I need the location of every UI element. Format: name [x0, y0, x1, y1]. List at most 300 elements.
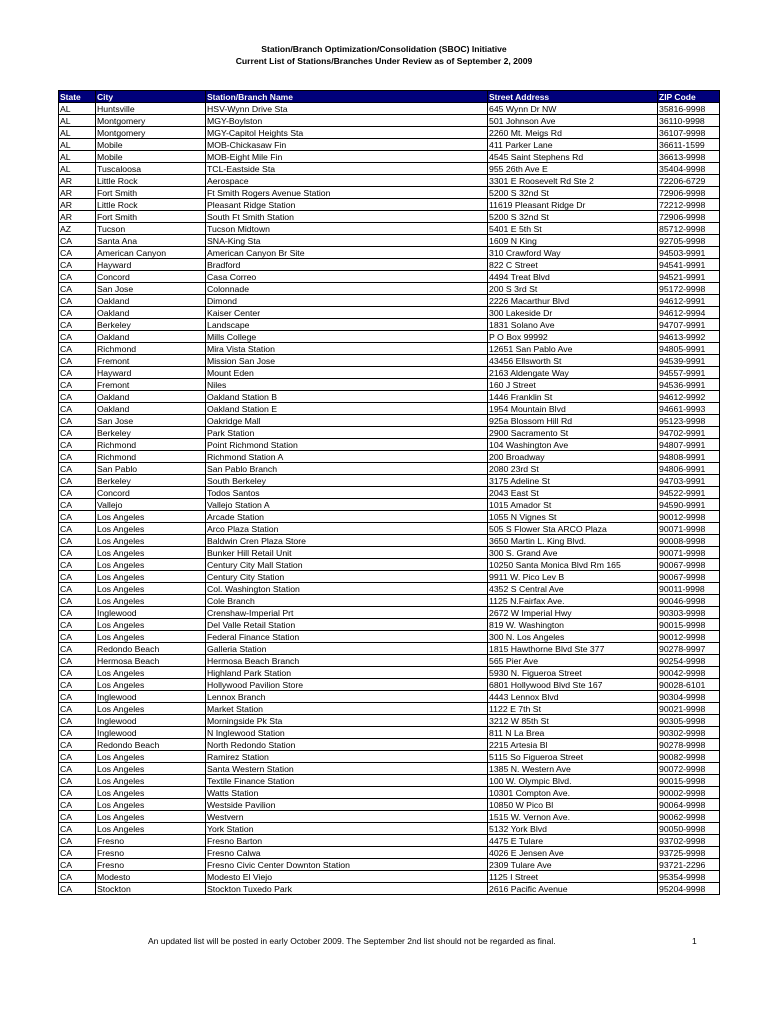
cell-street-address: 1015 Amador St	[488, 499, 658, 511]
cell-state: CA	[59, 319, 96, 331]
cell-state: CA	[59, 415, 96, 427]
cell-city: Tucson	[96, 223, 206, 235]
cell-city: Los Angeles	[96, 775, 206, 787]
document-title: Station/Branch Optimization/Consolidation (SBOC) Initiative	[261, 44, 507, 54]
cell-street-address: 2616 Pacific Avenue	[488, 883, 658, 895]
cell-zip-code: 94541-9991	[658, 259, 720, 271]
cell-state: CA	[59, 451, 96, 463]
cell-station-name: Market Station	[206, 703, 488, 715]
cell-city: Santa Ana	[96, 235, 206, 247]
cell-zip-code: 90304-9998	[658, 691, 720, 703]
cell-station-name: Stockton Tuxedo Park	[206, 883, 488, 895]
cell-city: Oakland	[96, 331, 206, 343]
page-number: 1	[692, 936, 697, 946]
cell-station-name: Ft Smith Rogers Avenue Station	[206, 187, 488, 199]
cell-street-address: 1815 Hawthorne Blvd Ste 377	[488, 643, 658, 655]
cell-city: Inglewood	[96, 727, 206, 739]
cell-station-name: Westvern	[206, 811, 488, 823]
cell-zip-code: 90067-9998	[658, 571, 720, 583]
header-state: State	[59, 91, 96, 103]
cell-station-name: South Berkeley	[206, 475, 488, 487]
cell-state: CA	[59, 499, 96, 511]
cell-state: AR	[59, 211, 96, 223]
cell-street-address: 1125 I Street	[488, 871, 658, 883]
cell-state: CA	[59, 643, 96, 655]
cell-state: CA	[59, 355, 96, 367]
cell-city: Fresno	[96, 847, 206, 859]
cell-street-address: 3175 Adeline St	[488, 475, 658, 487]
table-row	[59, 439, 720, 451]
cell-station-name: Hollywood Pavilion Store	[206, 679, 488, 691]
cell-station-name: Point Richmond Station	[206, 439, 488, 451]
table-row	[59, 367, 720, 379]
cell-zip-code: 90278-9997	[658, 643, 720, 655]
table-row	[59, 679, 720, 691]
cell-station-name: Galleria Station	[206, 643, 488, 655]
cell-station-name: Todos Santos	[206, 487, 488, 499]
cell-state: CA	[59, 307, 96, 319]
table-row	[59, 823, 720, 835]
cell-city: Vallejo	[96, 499, 206, 511]
table-row	[59, 751, 720, 763]
cell-station-name: York Station	[206, 823, 488, 835]
cell-state: CA	[59, 571, 96, 583]
cell-street-address: 2260 Mt. Meigs Rd	[488, 127, 658, 139]
cell-street-address: P O Box 99992	[488, 331, 658, 343]
cell-state: CA	[59, 523, 96, 535]
cell-station-name: Watts Station	[206, 787, 488, 799]
cell-city: San Pablo	[96, 463, 206, 475]
cell-zip-code: 94612-9991	[658, 295, 720, 307]
cell-zip-code: 94521-9991	[658, 271, 720, 283]
cell-street-address: 200 Broadway	[488, 451, 658, 463]
table-row	[59, 343, 720, 355]
cell-city: Huntsville	[96, 103, 206, 115]
cell-state: CA	[59, 751, 96, 763]
cell-station-name: Fresno Civic Center Downton Station	[206, 859, 488, 871]
cell-station-name: Modesto El Viejo	[206, 871, 488, 883]
cell-street-address: 3301 E Roosevelt Rd Ste 2	[488, 175, 658, 187]
cell-street-address: 300 S. Grand Ave	[488, 547, 658, 559]
cell-station-name: MGY-Capitol Heights Sta	[206, 127, 488, 139]
cell-street-address: 5930 N. Figueroa Street	[488, 667, 658, 679]
table-row	[59, 655, 720, 667]
cell-zip-code: 93702-9998	[658, 835, 720, 847]
cell-state: CA	[59, 763, 96, 775]
cell-state: CA	[59, 691, 96, 703]
cell-state: CA	[59, 511, 96, 523]
cell-city: Stockton	[96, 883, 206, 895]
table-row	[59, 475, 720, 487]
cell-street-address: 505 S Flower Sta ARCO Plaza	[488, 523, 658, 535]
cell-street-address: 4443 Lennox Blvd	[488, 691, 658, 703]
cell-zip-code: 94590-9991	[658, 499, 720, 511]
cell-street-address: 300 Lakeside Dr	[488, 307, 658, 319]
cell-state: CA	[59, 439, 96, 451]
table-row	[59, 511, 720, 523]
cell-state: CA	[59, 703, 96, 715]
cell-state: CA	[59, 463, 96, 475]
cell-city: Los Angeles	[96, 667, 206, 679]
table-header-row	[59, 91, 720, 103]
cell-station-name: Casa Correo	[206, 271, 488, 283]
cell-city: Hayward	[96, 367, 206, 379]
table-row	[59, 271, 720, 283]
cell-station-name: Kaiser Center	[206, 307, 488, 319]
cell-state: CA	[59, 823, 96, 835]
cell-city: Hayward	[96, 259, 206, 271]
table-row	[59, 463, 720, 475]
cell-station-name: SNA-King Sta	[206, 235, 488, 247]
cell-city: Los Angeles	[96, 679, 206, 691]
cell-zip-code: 90042-9998	[658, 667, 720, 679]
cell-station-name: Oakland Station B	[206, 391, 488, 403]
cell-zip-code: 94557-9991	[658, 367, 720, 379]
cell-city: Fresno	[96, 859, 206, 871]
cell-zip-code: 36107-9998	[658, 127, 720, 139]
cell-street-address: 4545 Saint Stephens Rd	[488, 151, 658, 163]
table-row	[59, 163, 720, 175]
cell-street-address: 5115 So Figueroa Street	[488, 751, 658, 763]
cell-station-name: Tucson Midtown	[206, 223, 488, 235]
cell-zip-code: 90067-9998	[658, 559, 720, 571]
cell-station-name: Arcade Station	[206, 511, 488, 523]
cell-street-address: 12651 San Pablo Ave	[488, 343, 658, 355]
table-row	[59, 547, 720, 559]
cell-street-address: 4352 S Central Ave	[488, 583, 658, 595]
table-row	[59, 847, 720, 859]
cell-street-address: 10850 W Pico Bl	[488, 799, 658, 811]
cell-street-address: 10250 Santa Monica Blvd Rm 165	[488, 559, 658, 571]
cell-zip-code: 95123-9998	[658, 415, 720, 427]
cell-state: CA	[59, 787, 96, 799]
cell-city: Los Angeles	[96, 571, 206, 583]
cell-street-address: 2672 W Imperial Hwy	[488, 607, 658, 619]
header-zip-code: ZIP Code	[658, 91, 720, 103]
cell-station-name: N Inglewood Station	[206, 727, 488, 739]
table-row	[59, 883, 720, 895]
header-street-address: Street Address	[488, 91, 658, 103]
cell-state: CA	[59, 487, 96, 499]
cell-city: Oakland	[96, 391, 206, 403]
cell-zip-code: 94612-9992	[658, 391, 720, 403]
footer-note: An updated list will be posted in early October 2009. The September 2nd list should not be regarded as final.	[148, 936, 556, 946]
cell-city: Oakland	[96, 403, 206, 415]
cell-street-address: 9911 W. Pico Lev B	[488, 571, 658, 583]
cell-street-address: 5401 E 5th St	[488, 223, 658, 235]
cell-zip-code: 90021-9998	[658, 703, 720, 715]
cell-city: Los Angeles	[96, 787, 206, 799]
cell-street-address: 160 J Street	[488, 379, 658, 391]
cell-street-address: 955 26th Ave E	[488, 163, 658, 175]
table-row	[59, 715, 720, 727]
table-row	[59, 247, 720, 259]
cell-zip-code: 90303-9998	[658, 607, 720, 619]
cell-city: Los Angeles	[96, 763, 206, 775]
cell-zip-code: 92705-9998	[658, 235, 720, 247]
table-row	[59, 535, 720, 547]
cell-city: Little Rock	[96, 199, 206, 211]
cell-street-address: 1609 N King	[488, 235, 658, 247]
cell-street-address: 2309 Tulare Ave	[488, 859, 658, 871]
cell-state: CA	[59, 859, 96, 871]
table-row	[59, 223, 720, 235]
cell-state: CA	[59, 379, 96, 391]
cell-state: CA	[59, 547, 96, 559]
cell-zip-code: 90008-9998	[658, 535, 720, 547]
cell-state: CA	[59, 583, 96, 595]
cell-zip-code: 90254-9998	[658, 655, 720, 667]
table-row	[59, 499, 720, 511]
cell-station-name: Morningside Pk Sta	[206, 715, 488, 727]
cell-street-address: 3650 Martin L. King Blvd.	[488, 535, 658, 547]
table-row	[59, 835, 720, 847]
cell-street-address: 645 Wynn Dr NW	[488, 103, 658, 115]
cell-station-name: San Pablo Branch	[206, 463, 488, 475]
document-subtitle: Current List of Stations/Branches Under Review as of September 2, 2009	[235, 56, 533, 66]
cell-street-address: 822 C Street	[488, 259, 658, 271]
cell-state: AR	[59, 187, 96, 199]
cell-zip-code: 94522-9991	[658, 487, 720, 499]
cell-street-address: 4494 Treat Blvd	[488, 271, 658, 283]
cell-zip-code: 94661-9993	[658, 403, 720, 415]
cell-station-name: Westside Pavilion	[206, 799, 488, 811]
cell-station-name: Santa Western Station	[206, 763, 488, 775]
cell-state: CA	[59, 283, 96, 295]
cell-city: Fort Smith	[96, 187, 206, 199]
cell-zip-code: 90015-9998	[658, 775, 720, 787]
cell-state: CA	[59, 631, 96, 643]
cell-state: AL	[59, 139, 96, 151]
cell-station-name: Federal Finance Station	[206, 631, 488, 643]
cell-station-name: Oakridge Mall	[206, 415, 488, 427]
cell-city: Los Angeles	[96, 547, 206, 559]
cell-zip-code: 90012-9998	[658, 631, 720, 643]
cell-city: Hermosa Beach	[96, 655, 206, 667]
cell-state: CA	[59, 295, 96, 307]
table-row	[59, 319, 720, 331]
cell-station-name: Colonnade	[206, 283, 488, 295]
cell-street-address: 501 Johnson Ave	[488, 115, 658, 127]
cell-state: CA	[59, 679, 96, 691]
cell-street-address: 1125 N.Fairfax Ave.	[488, 595, 658, 607]
table-row	[59, 211, 720, 223]
cell-station-name: Oakland Station E	[206, 403, 488, 415]
table-row	[59, 115, 720, 127]
table-row	[59, 571, 720, 583]
table-row	[59, 355, 720, 367]
header-station-name: Station/Branch Name	[206, 91, 488, 103]
cell-state: CA	[59, 391, 96, 403]
cell-city: Fort Smith	[96, 211, 206, 223]
cell-state: CA	[59, 535, 96, 547]
cell-city: Los Angeles	[96, 523, 206, 535]
cell-zip-code: 90011-9998	[658, 583, 720, 595]
cell-state: CA	[59, 883, 96, 895]
cell-state: CA	[59, 259, 96, 271]
cell-street-address: 2080 23rd St	[488, 463, 658, 475]
cell-city: San Jose	[96, 283, 206, 295]
cell-street-address: 1515 W. Vernon Ave.	[488, 811, 658, 823]
cell-city: Oakland	[96, 307, 206, 319]
cell-city: Mobile	[96, 151, 206, 163]
cell-city: Inglewood	[96, 607, 206, 619]
table-row	[59, 619, 720, 631]
cell-city: Berkeley	[96, 427, 206, 439]
table-row	[59, 451, 720, 463]
cell-zip-code: 36110-9998	[658, 115, 720, 127]
cell-state: CA	[59, 715, 96, 727]
cell-street-address: 5132 York Blvd	[488, 823, 658, 835]
cell-state: CA	[59, 475, 96, 487]
cell-zip-code: 95172-9998	[658, 283, 720, 295]
table-row	[59, 775, 720, 787]
cell-city: Los Angeles	[96, 631, 206, 643]
table-row	[59, 391, 720, 403]
cell-zip-code: 94613-9992	[658, 331, 720, 343]
table-row	[59, 259, 720, 271]
cell-state: CA	[59, 811, 96, 823]
cell-station-name: Crenshaw-Imperial Prt	[206, 607, 488, 619]
cell-station-name: American Canyon Br Site	[206, 247, 488, 259]
cell-street-address: 565 Pier Ave	[488, 655, 658, 667]
cell-street-address: 3212 W 85th St	[488, 715, 658, 727]
cell-zip-code: 94503-9991	[658, 247, 720, 259]
table-row	[59, 127, 720, 139]
table-row	[59, 103, 720, 115]
cell-zip-code: 90012-9998	[658, 511, 720, 523]
cell-zip-code: 94702-9991	[658, 427, 720, 439]
cell-zip-code: 94805-9991	[658, 343, 720, 355]
cell-zip-code: 94807-9991	[658, 439, 720, 451]
table-row	[59, 331, 720, 343]
cell-zip-code: 94612-9994	[658, 307, 720, 319]
cell-zip-code: 35404-9998	[658, 163, 720, 175]
cell-zip-code: 94539-9991	[658, 355, 720, 367]
cell-station-name: Fresno Barton	[206, 835, 488, 847]
cell-street-address: 811 N La Brea	[488, 727, 658, 739]
cell-station-name: Baldwin Cren Plaza Store	[206, 535, 488, 547]
cell-station-name: Mission San Jose	[206, 355, 488, 367]
cell-station-name: Highland Park Station	[206, 667, 488, 679]
cell-zip-code: 90071-9998	[658, 547, 720, 559]
cell-station-name: Richmond Station A	[206, 451, 488, 463]
cell-zip-code: 36613-9998	[658, 151, 720, 163]
cell-street-address: 4475 E Tulare	[488, 835, 658, 847]
cell-city: Modesto	[96, 871, 206, 883]
cell-state: CA	[59, 667, 96, 679]
table-body	[59, 103, 720, 895]
cell-state: AL	[59, 127, 96, 139]
cell-station-name: Hermosa Beach Branch	[206, 655, 488, 667]
cell-station-name: Fresno Calwa	[206, 847, 488, 859]
cell-city: Berkeley	[96, 319, 206, 331]
cell-station-name: Mira Vista Station	[206, 343, 488, 355]
cell-station-name: Dimond	[206, 295, 488, 307]
cell-state: CA	[59, 847, 96, 859]
cell-street-address: 925a Blossom Hill Rd	[488, 415, 658, 427]
cell-station-name: Pleasant Ridge Station	[206, 199, 488, 211]
cell-city: Los Angeles	[96, 583, 206, 595]
cell-state: AZ	[59, 223, 96, 235]
cell-zip-code: 94536-9991	[658, 379, 720, 391]
cell-city: Redondo Beach	[96, 739, 206, 751]
cell-street-address: 11619 Pleasant Ridge Dr	[488, 199, 658, 211]
table-row	[59, 583, 720, 595]
cell-state: CA	[59, 727, 96, 739]
cell-city: Redondo Beach	[96, 643, 206, 655]
cell-state: CA	[59, 619, 96, 631]
cell-city: Fremont	[96, 379, 206, 391]
cell-city: Fresno	[96, 835, 206, 847]
cell-zip-code: 36611-1599	[658, 139, 720, 151]
table-row	[59, 787, 720, 799]
cell-state: CA	[59, 247, 96, 259]
cell-street-address: 1122 E 7th St	[488, 703, 658, 715]
cell-city: Los Angeles	[96, 619, 206, 631]
table-row	[59, 295, 720, 307]
cell-state: AL	[59, 163, 96, 175]
cell-zip-code: 90015-9998	[658, 619, 720, 631]
table-row	[59, 595, 720, 607]
cell-station-name: MGY-Boylston	[206, 115, 488, 127]
cell-zip-code: 90305-9998	[658, 715, 720, 727]
cell-zip-code: 90072-9998	[658, 763, 720, 775]
cell-station-name: Vallejo Station A	[206, 499, 488, 511]
cell-street-address: 43456 Ellsworth St	[488, 355, 658, 367]
cell-street-address: 819 W. Washington	[488, 619, 658, 631]
cell-city: Los Angeles	[96, 535, 206, 547]
cell-state: CA	[59, 271, 96, 283]
cell-street-address: 10301 Compton Ave.	[488, 787, 658, 799]
cell-state: CA	[59, 595, 96, 607]
cell-zip-code: 90002-9998	[658, 787, 720, 799]
cell-street-address: 104 Washington Ave	[488, 439, 658, 451]
table-row	[59, 523, 720, 535]
table-row	[59, 631, 720, 643]
table-row	[59, 283, 720, 295]
table-row	[59, 187, 720, 199]
cell-street-address: 310 Crawford Way	[488, 247, 658, 259]
cell-city: Little Rock	[96, 175, 206, 187]
cell-station-name: Park Station	[206, 427, 488, 439]
table-row	[59, 175, 720, 187]
cell-city: Richmond	[96, 451, 206, 463]
cell-street-address: 5200 S 32nd St	[488, 187, 658, 199]
cell-state: CA	[59, 835, 96, 847]
cell-station-name: Aerospace	[206, 175, 488, 187]
cell-city: Los Angeles	[96, 799, 206, 811]
cell-street-address: 1055 N Vignes St	[488, 511, 658, 523]
cell-street-address: 5200 S 32nd St	[488, 211, 658, 223]
cell-station-name: Del Valle Retail Station	[206, 619, 488, 631]
cell-station-name: South Ft Smith Station	[206, 211, 488, 223]
table-row	[59, 739, 720, 751]
cell-street-address: 300 N. Los Angeles	[488, 631, 658, 643]
cell-station-name: Ramirez Station	[206, 751, 488, 763]
cell-city: Fremont	[96, 355, 206, 367]
cell-station-name: TCL-Eastside Sta	[206, 163, 488, 175]
cell-city: Richmond	[96, 343, 206, 355]
cell-station-name: North Redondo Station	[206, 739, 488, 751]
table-row	[59, 607, 720, 619]
table-row	[59, 199, 720, 211]
cell-station-name: MOB-Eight Mile Fin	[206, 151, 488, 163]
table-row	[59, 703, 720, 715]
cell-zip-code: 94707-9991	[658, 319, 720, 331]
cell-station-name: Bunker Hill Retail Unit	[206, 547, 488, 559]
table-row	[59, 763, 720, 775]
